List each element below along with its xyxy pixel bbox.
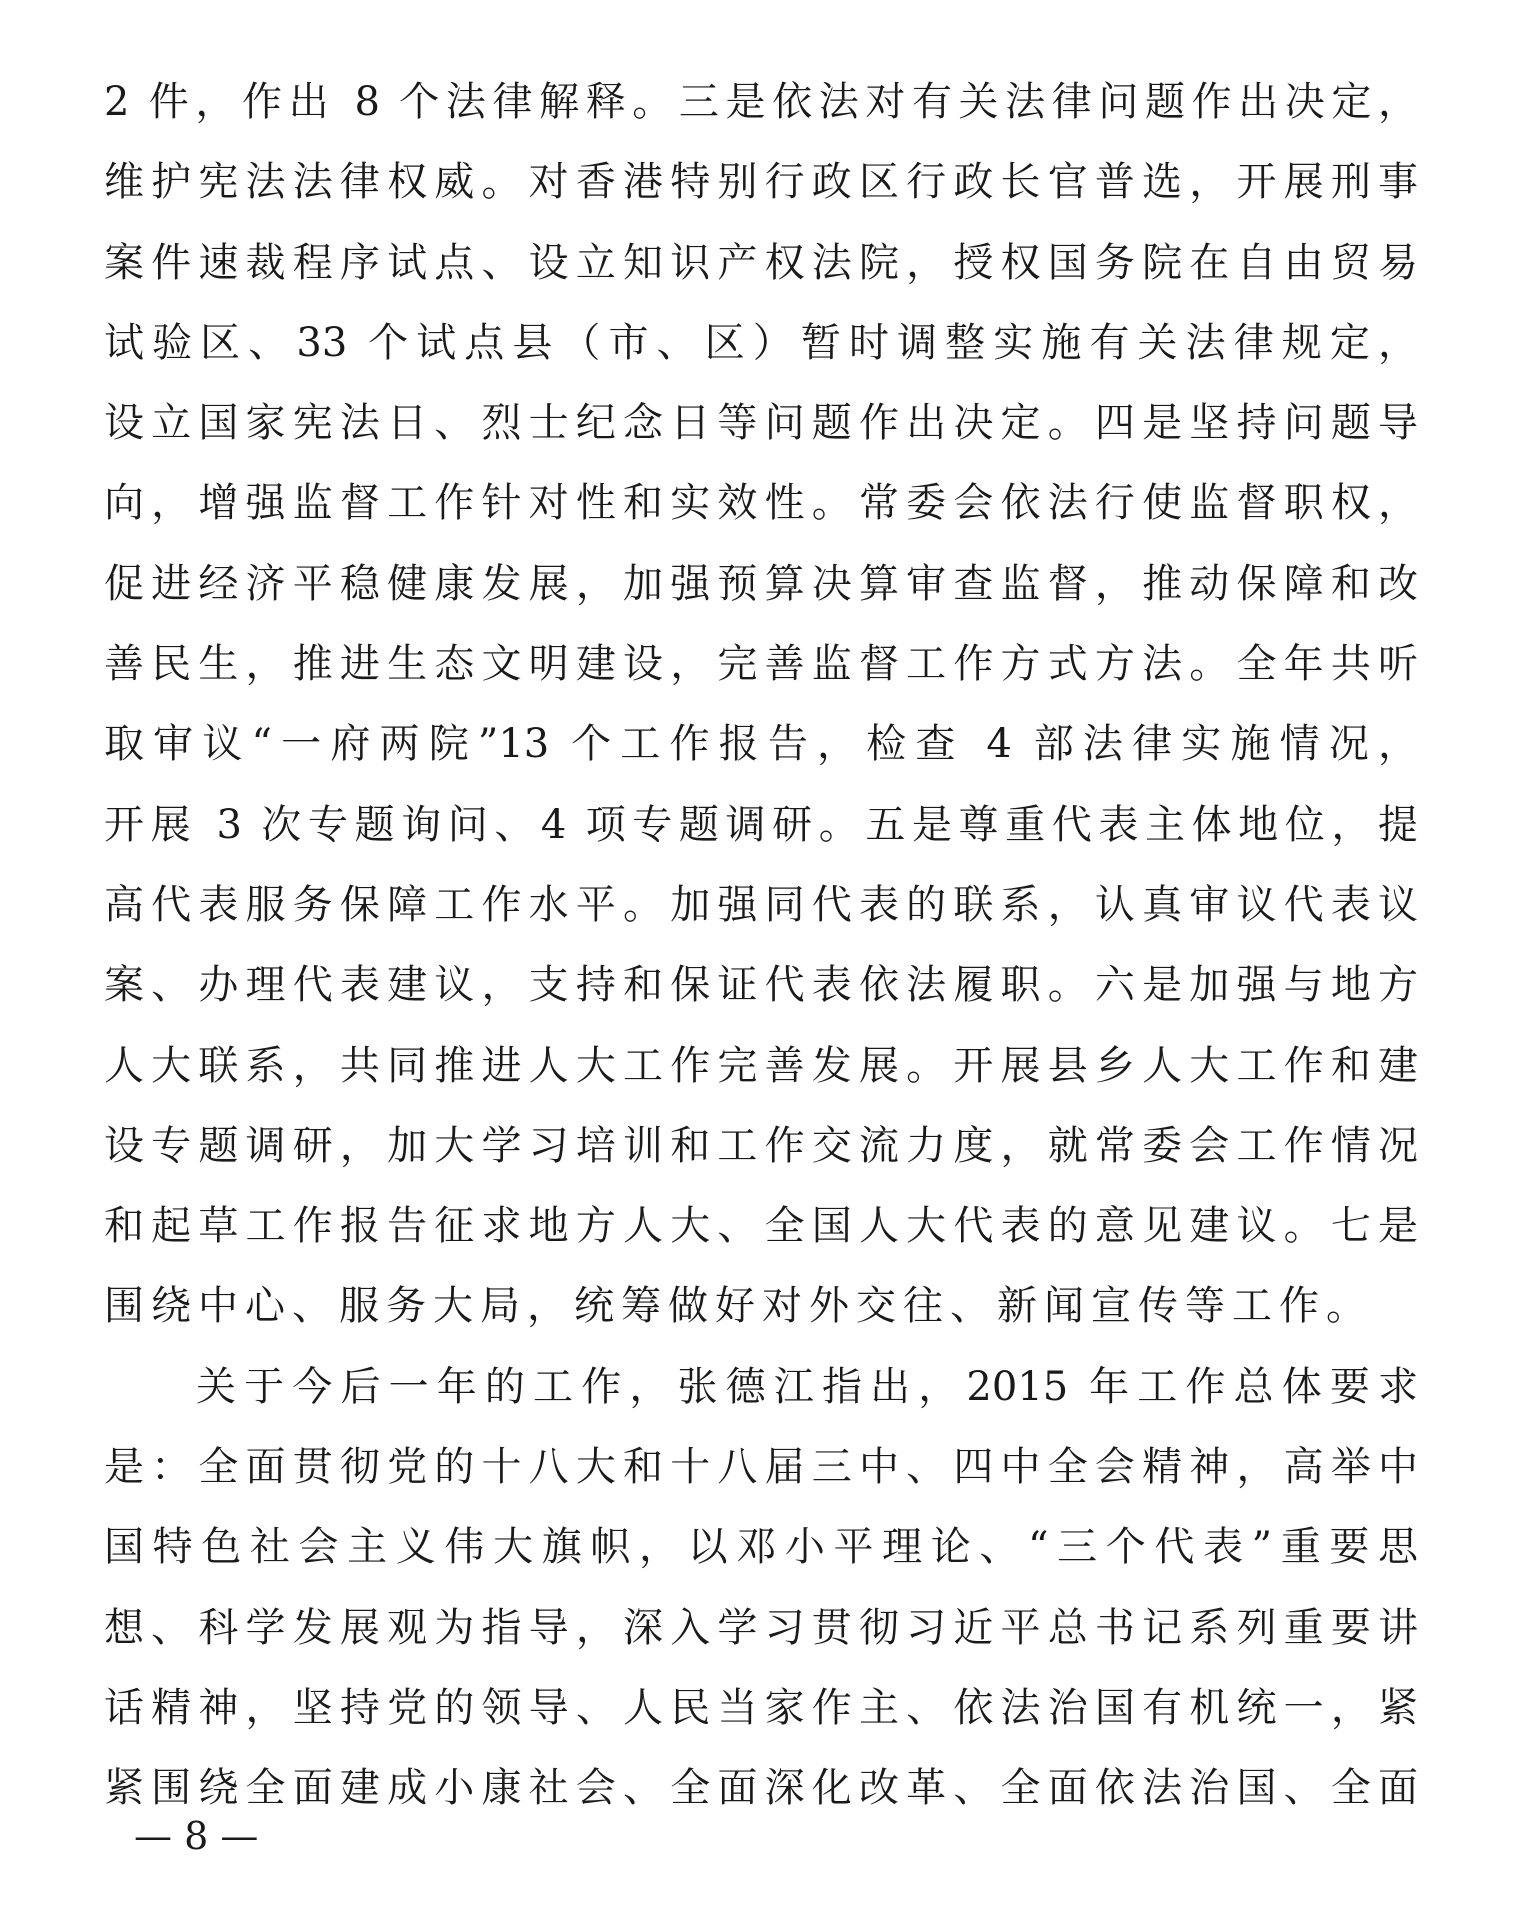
text-line: 2 件，作出 8 个法律解释。三是依法对有关法律问题作出决定，: [104, 79, 1418, 125]
paragraph-first-line: 关于今后一年的工作，张德江指出，2015 年工作总体要求: [196, 1363, 1418, 1410]
text-line: 和起草工作报告征求地方人大、全国人大代表的意见建议。七是: [104, 1203, 1418, 1250]
text-line: 围绕中心、服务大局，统筹做好对外交往、新闻宣传等工作。: [104, 1283, 1373, 1330]
text-line: 取审议“一府两院”13 个工作报告，检查 4 部法律实施情况，: [104, 721, 1418, 768]
text-line: 试验区、33 个试点县（市、区）暂时调整实施有关法律规定，: [104, 319, 1418, 366]
text-line: 善民生，推进生态文明建设，完善监督工作方式方法。全年共听: [104, 641, 1418, 688]
text-line: 紧围绕全面建成小康社会、全面深化改革、全面依法治国、全面: [104, 1765, 1418, 1812]
text-line: 促进经济平稳健康发展，加强预算决算审查监督，推动保障和改: [104, 560, 1418, 607]
text-line: 案件速裁程序试点、设立知识产权法院，授权国务院在自由贸易: [104, 239, 1418, 286]
text-line: 案、办理代表建议，支持和保证代表依法履职。六是加强与地方: [104, 962, 1418, 1009]
page-number: — 8 —: [134, 1814, 259, 1858]
text-line: 是：全面贯彻党的十八大和十八届三中、四中全会精神，高举中: [104, 1444, 1418, 1491]
text-line: 开展 3 次专题询问、4 项专题调研。五是尊重代表主体地位，提: [104, 801, 1418, 848]
body-text: [104, 62, 1418, 1829]
text-line: 维护宪法法律权威。对香港特别行政区行政长官普选，开展刑事: [104, 159, 1418, 206]
text-line: 话精神，坚持党的领导、人民当家作主、依法治国有机统一，紧: [104, 1684, 1418, 1731]
text-line: 设专题调研，加大学习培训和工作交流力度，就常委会工作情况: [104, 1122, 1418, 1169]
text-line: 设立国家宪法日、烈士纪念日等问题作出决定。四是坚持问题导: [104, 400, 1418, 447]
text-line: 国特色社会主义伟大旗帜，以邓小平理论、“三个代表”重要思: [104, 1524, 1418, 1571]
text-line: 想、科学发展观为指导，深入学习贯彻习近平总书记系列重要讲: [104, 1604, 1418, 1651]
text-line: 人大联系，共同推进人大工作完善发展。开展县乡人大工作和建: [104, 1042, 1418, 1089]
text-line: 高代表服务保障工作水平。加强同代表的联系，认真审议代表议: [104, 881, 1418, 928]
text-line: 向，增强监督工作针对性和实效性。常委会依法行使监督职权，: [104, 480, 1418, 527]
